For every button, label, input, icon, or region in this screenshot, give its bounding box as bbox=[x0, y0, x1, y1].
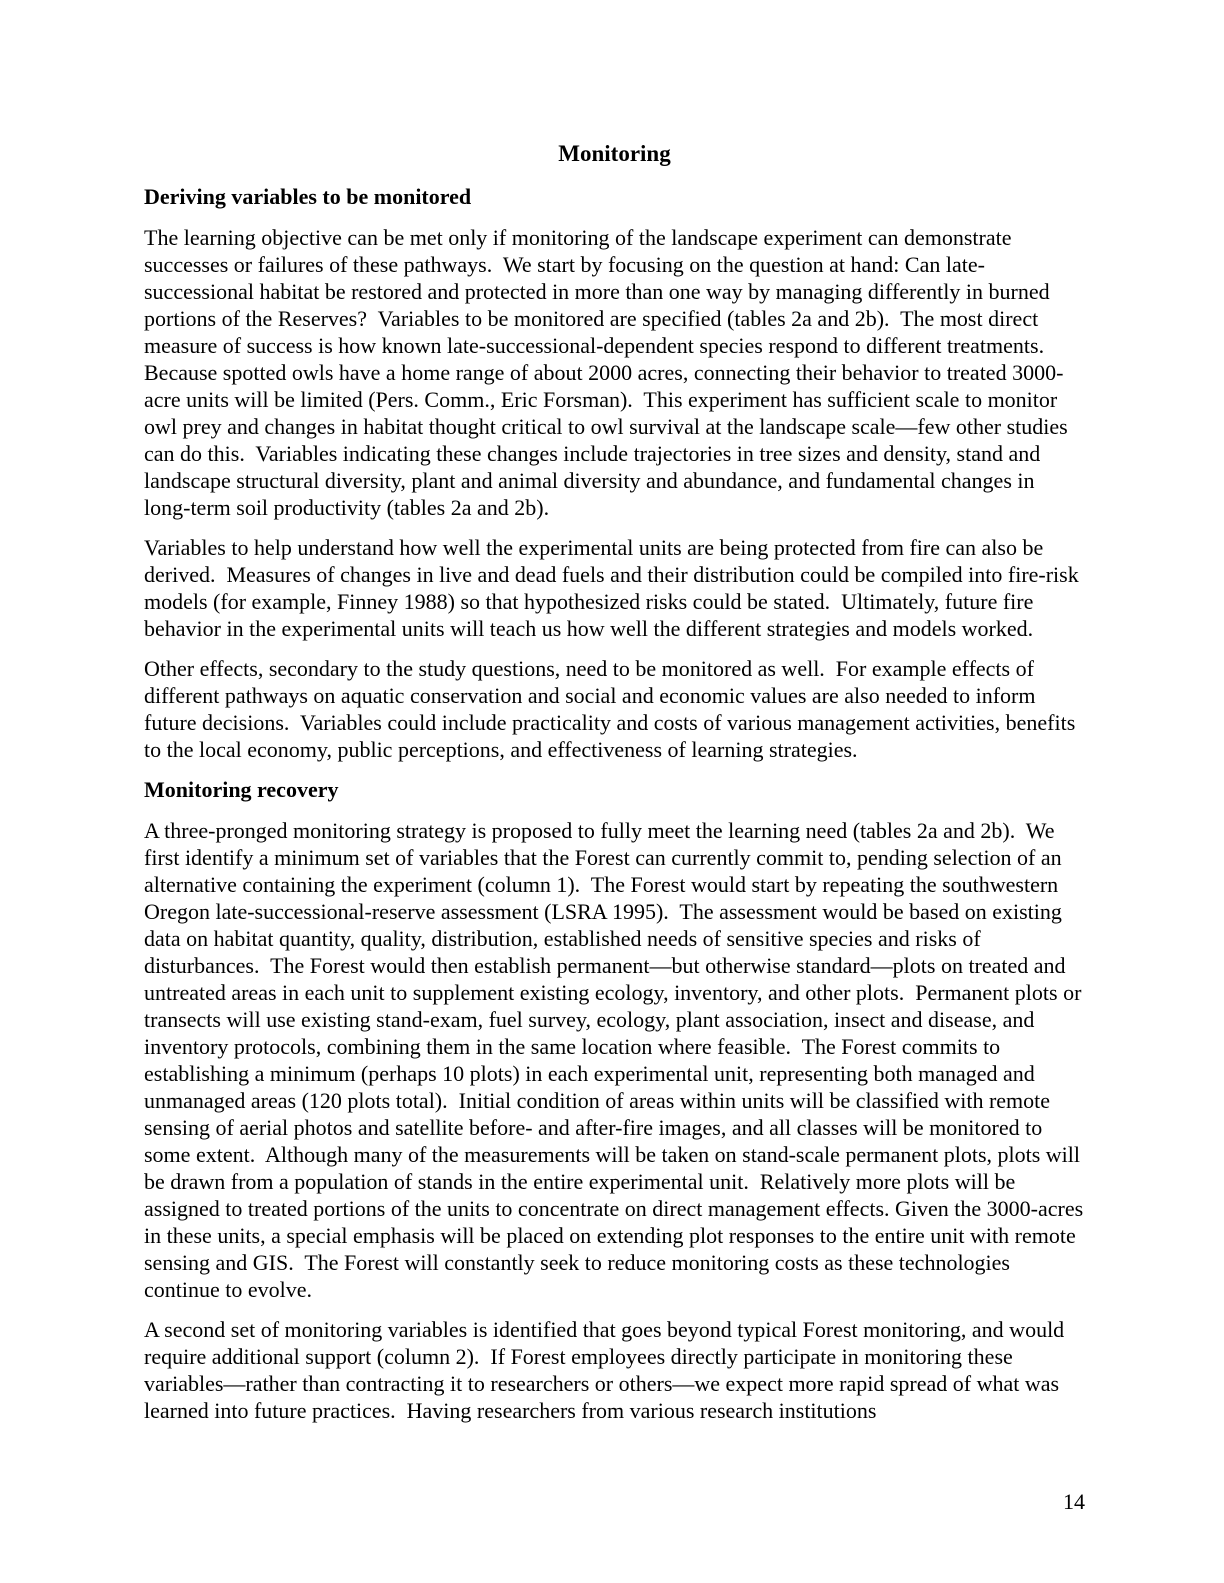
paragraph-learning-objective: The learning objective can be met only if monitoring of the landscape experiment can demonstrate successes or failures of these pathways. We start by focusing on the question at hand: Can late-successional habitat be restored and protected in more than one way by managing differently in burned portions of the Reserves? Variables to be monitored are specified (tables 2a and 2b). The most direct measure of success is how known late-successional-dependent species respond to different treatments. Because spotted owls have a home range of about 2000 acres, connecting their behavior to treated 3000-acre units will be limited (Pers. Comm., Eric Forsman). This experiment has sufficient scale to monitor owl prey and changes in habitat thought critical to owl survival at the landscape scale—few other studies can do this. Variables indicating these changes include trajectories in tree sizes and density, stand and landscape structural diversity, plant and animal diversity and abundance, and fundamental changes in long-term soil productivity (tables 2a and 2b). bbox=[144, 225, 1074, 520]
page-number: 14 bbox=[1063, 1489, 1085, 1514]
paragraph-secondary-effects: Other effects, secondary to the study questions, need to be monitored as well. For example effects of different pathways on aquatic conservation and social and economic values are also needed to inform future decisions. Variables could include practicality and costs of various management activities, benefits to the local economy, public perceptions, and effectiveness of learning strategies. bbox=[144, 656, 1081, 762]
paragraph-second-variable-set: A second set of monitoring variables is identified that goes beyond typical Forest monitoring, and would require additional support (column 2). If Forest employees directly participate in monitoring these variables—rather than contracting it to researchers or others—we expect more rapid spread of what was learned into future practices. Having researchers from various research institutions bbox=[144, 1317, 1070, 1423]
section-heading-monitoring-recovery: Monitoring recovery bbox=[144, 777, 339, 802]
paragraph-fire-protection-variables: Variables to help understand how well the experimental units are being protected from fire can also be derived. Measures of changes in live and dead fuels and their distribution could be compiled into fire-risk models (for example, Finney 1988) so that hypothesized risks could be stated. Ultimately, future fire behavior in the experimental units will teach us how well the different strategies and models worked. bbox=[144, 535, 1085, 641]
paragraph-three-pronged-strategy: A three-pronged monitoring strategy is proposed to fully meet the learning need (tables 2a and 2b). We first identify a minimum set of variables that the Forest can currently commit to, pending selection of an alternative containing the experiment (column 1). The Forest would start by repeating the southwestern Oregon late-successional-reserve assessment (LSRA 1995). The assessment would be based on existing data on habitat quantity, quality, distribution, established needs of sensitive species and risks of disturbances. The Forest would then establish permanent—but otherwise standard—plots on treated and untreated areas in each unit to supplement existing ecology, inventory, and other plots. Permanent plots or transects will use existing stand-exam, fuel survey, ecology, plant association, insect and disease, and inventory protocols, combining them in the same location where feasible. The Forest commits to establishing a minimum (perhaps 10 plots) in each experimental unit, representing both managed and unmanaged areas (120 plots total). Initial condition of areas within units will be classified with remote sensing of aerial photos and satellite before- and after-fire images, and all classes will be monitored to some extent. Although many of the measurements will be taken on stand-scale permanent plots, plots will be drawn from a population of stands in the entire experimental unit. Relatively more plots will be assigned to treated portions of the units to concentrate on direct management effects. Given the 3000-acres in these units, a special emphasis will be placed on extending plot responses to the entire unit with remote sensing and GIS. The Forest will constantly seek to reduce monitoring costs as these technologies continue to evolve. bbox=[144, 818, 1089, 1302]
page-title: Monitoring bbox=[558, 141, 671, 166]
section-heading-deriving-variables: Deriving variables to be monitored bbox=[144, 184, 472, 209]
document-content bbox=[144, 140, 1089, 1437]
